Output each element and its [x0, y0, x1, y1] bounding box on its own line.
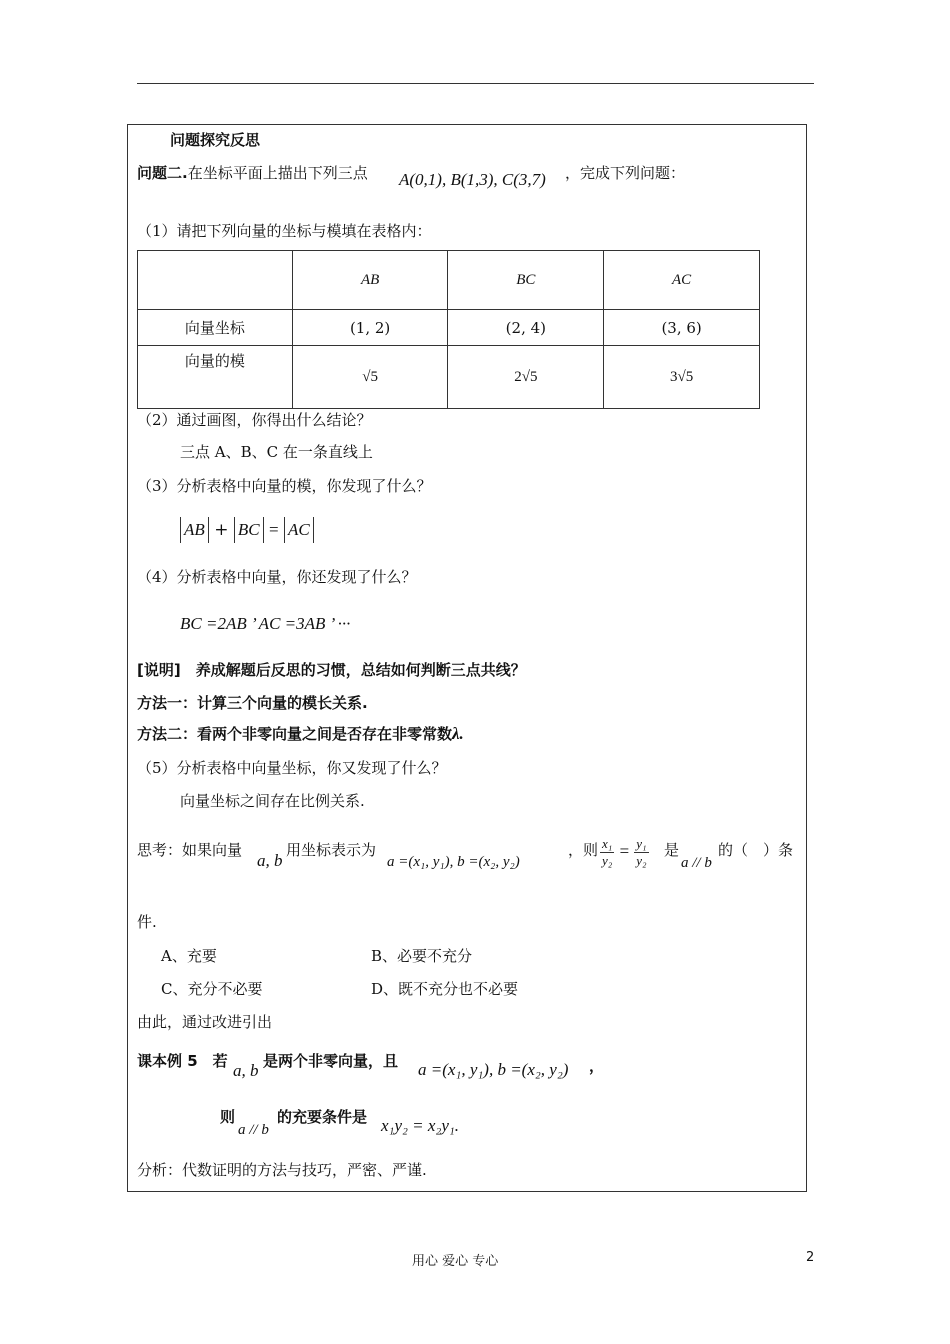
think-text-3: ，则 — [568, 841, 599, 859]
think-parallel: a // b — [681, 855, 712, 871]
frac-num-x1: x₁ — [602, 836, 613, 851]
note-text: [说明] 养成解题后反思的习惯，总结如何判断三点共线？ — [137, 661, 526, 679]
lambda-symbol: λ. — [452, 724, 464, 743]
cell-ab-magnitude: √5 — [292, 346, 448, 409]
example-parallel: a // b — [238, 1122, 269, 1138]
example-label: 课本例 5 若 — [137, 1052, 228, 1070]
example-text-2: 的充要条件是 — [277, 1108, 368, 1126]
table-row — [138, 310, 760, 346]
row-label-coords: 向量坐标 — [138, 310, 293, 346]
think-text-5: 的（ ）条 — [718, 841, 794, 859]
question-4: （4）分析表格中向量，你还发现了什么？ — [137, 568, 417, 586]
example-ab: a, b — [233, 1061, 259, 1080]
condition-period: . — [454, 1116, 460, 1135]
section-title: 问题探究反思 — [170, 131, 261, 149]
example-then: 则 — [220, 1108, 236, 1126]
option-c: C、充分不必要 — [161, 980, 263, 998]
abs-bc: BC — [234, 517, 264, 543]
table-corner-cell — [138, 251, 293, 310]
header-ab: AB — [292, 251, 448, 310]
answer-3 — [180, 517, 314, 543]
header-bc: BC — [448, 251, 604, 310]
lead-text: 由此，通过改进引出 — [137, 1013, 273, 1031]
problem2-points: A(0,1), B(1,3), C(3,7) — [399, 170, 546, 189]
option-d: D、既不充分也不必要 — [371, 980, 519, 998]
answer-2: 三点 A、B、C 在一条直线上 — [180, 443, 373, 461]
answer-4: BC =2AB ’ AC =3AB ’ ··· — [180, 614, 351, 633]
problem2-label: 问题二. — [137, 164, 188, 182]
table-header-row — [138, 251, 760, 310]
cell-ac-coords: (3, 6) — [604, 310, 760, 346]
example-text-1: 是两个非零向量，且 — [263, 1052, 399, 1070]
frac-den-x2: y₂ — [602, 853, 613, 868]
problem2-line — [137, 163, 368, 183]
plus-sign: + — [214, 520, 229, 540]
example-vector-coords: a =(x₁, y₁), b =(x₂, y₂) — [418, 1060, 569, 1079]
row-label-magnitude: 向量的模 — [138, 346, 293, 409]
page-number: 2 — [806, 1250, 815, 1265]
frac-equals: = — [618, 841, 631, 861]
answer-5: 向量坐标之间存在比例关系. — [180, 792, 365, 810]
question-1: （1）请把下列向量的坐标与模填在表格内： — [137, 222, 432, 240]
header-rule — [137, 83, 814, 84]
frac-num-y1: y₁ — [636, 836, 647, 851]
think-ab: a, b — [257, 851, 283, 870]
equals-sign: = — [268, 520, 279, 539]
think-text-6: 件. — [137, 913, 157, 931]
think-text-2: 用坐标表示为 — [286, 841, 377, 859]
question-2: （2）通过画图，你得出什么结论？ — [137, 411, 372, 429]
question-5: （5）分析表格中向量坐标，你又发现了什么？ — [137, 759, 447, 777]
example-condition — [381, 1116, 459, 1136]
abs-ab: AB — [180, 517, 209, 543]
cell-bc-coords: (2, 4) — [448, 310, 604, 346]
think-text-4: 是 — [664, 841, 680, 859]
option-b: B、必要不充分 — [371, 947, 473, 965]
analysis-text: 分析：代数证明的方法与技巧，严密、严谨. — [137, 1161, 427, 1179]
method-1: 方法一：计算三个向量的模长关系. — [137, 694, 368, 712]
think-text-1: 思考：如果向量 — [137, 841, 243, 859]
header-ac: AC — [604, 251, 760, 310]
think-fraction — [600, 836, 649, 869]
cell-bc-magnitude: 2√5 — [448, 346, 604, 409]
method-2-text: 方法二：看两个非零向量之间是否存在非零常数 — [137, 725, 453, 743]
abs-ac: AC — [284, 517, 314, 543]
option-a: A、充要 — [161, 947, 217, 965]
example-comma: ， — [589, 1057, 605, 1075]
question-3: （3）分析表格中向量的模，你发现了什么？ — [137, 477, 432, 495]
problem2-text-after: ，完成下列问题： — [565, 164, 686, 182]
cell-ac-magnitude: 3√5 — [604, 346, 760, 409]
vector-table — [137, 250, 760, 409]
method-2 — [137, 724, 464, 744]
frac-den-y2: y₂ — [636, 853, 647, 868]
cell-ab-coords: (1, 2) — [292, 310, 448, 346]
condition-expression: x₁y₂ = x₂y₁ — [381, 1116, 455, 1135]
footer-text: 用心 爱心 专心 — [412, 1254, 499, 1269]
table-row — [138, 346, 760, 409]
think-vector-coords: a =(x₁, y₁), b =(x₂, y₂) — [387, 854, 520, 870]
problem2-text-before: 在坐标平面上描出下列三点 — [187, 164, 368, 182]
